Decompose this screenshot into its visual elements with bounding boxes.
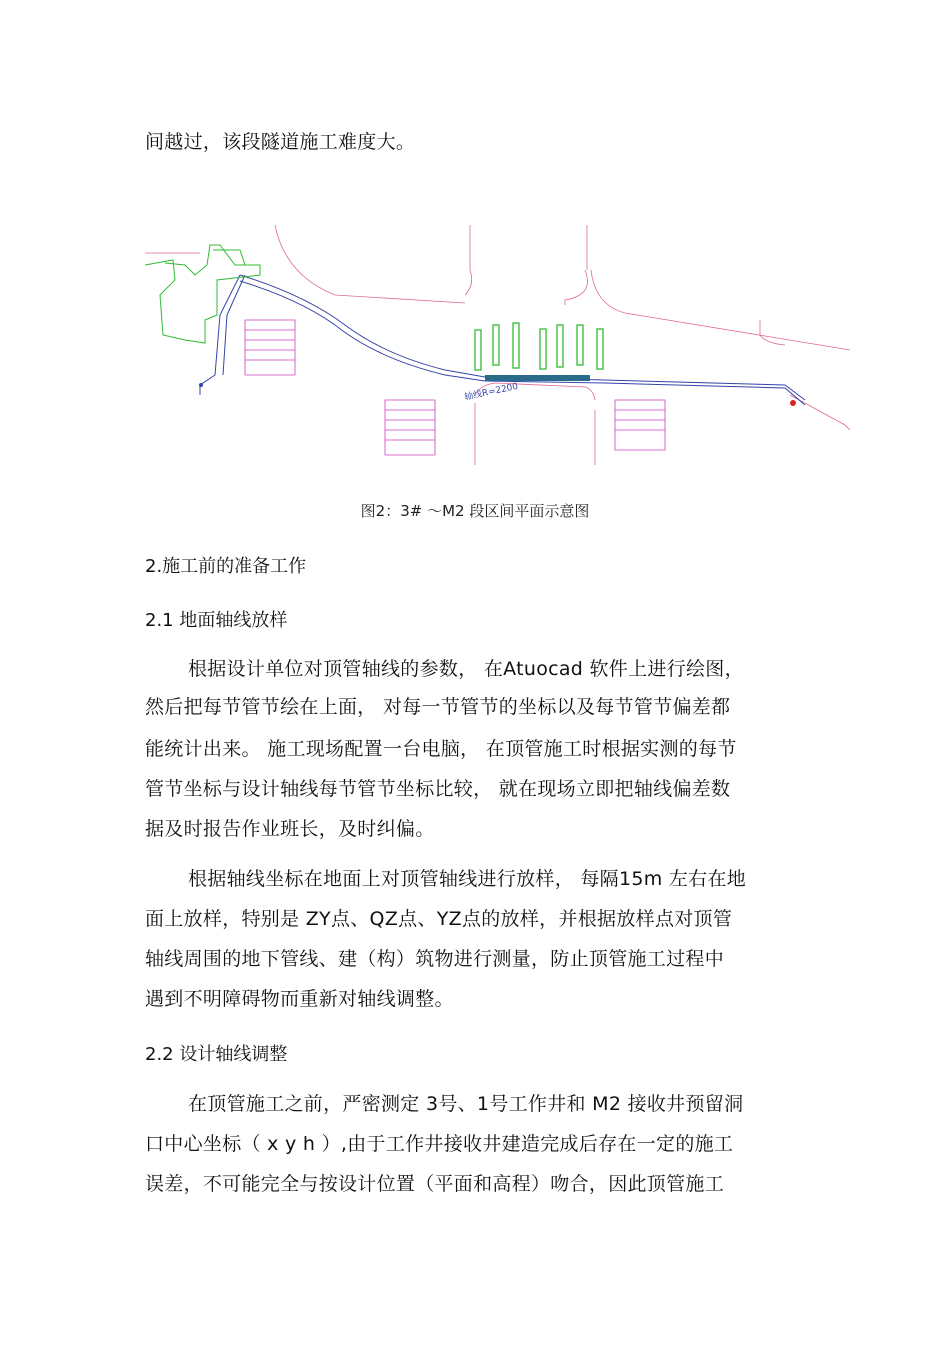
paragraph-line: 在顶管施工之前，严密测定 3号、1号工作井和 M2 接收井预留洞 (188, 1093, 744, 1115)
buildings (475, 323, 603, 370)
paragraph-line: 口中心坐标（ x y h ）,由于工作井接收井建造完成后存在一定的施工 (145, 1133, 734, 1155)
paragraph-line: 根据设计单位对顶管轴线的参数， 在Atuocad 软件上进行绘图， (188, 658, 744, 680)
paragraph-line: 能统计出来。 施工现场配置一台电脑， 在顶管施工时根据实测的每节 (145, 738, 737, 760)
section-heading: 2.施工前的准备工作 (145, 556, 307, 577)
receive-well-marker (790, 400, 796, 406)
annotation-tables (245, 320, 665, 455)
paragraph-line: 轴线周围的地下管线、建（构）筑物进行测量，防止顶管施工过程中 (145, 948, 725, 970)
paragraph-line: 管节坐标与设计轴线每节管节坐标比较， 就在现场立即把轴线偏差数 (145, 778, 731, 800)
work-site (145, 245, 260, 343)
paragraph-line: 然后把每节管节绘在上面， 对每一节管节的坐标以及每节管节偏差都 (145, 696, 731, 718)
figure-caption: 图2：3# ～M2 段区间平面示意图 (360, 502, 590, 520)
subsection-heading: 2.1 地面轴线放样 (145, 610, 288, 631)
paragraph-line: 遇到不明障碍物而重新对轴线调整。 (145, 988, 454, 1010)
paragraph-line: 误差，不可能完全与按设计位置（平面和高程）吻合，因此顶管施工 (145, 1173, 725, 1195)
road-lines (145, 225, 850, 465)
pipe-segment (485, 375, 590, 381)
paragraph-line: 间越过，该段隧道施工难度大。 (145, 131, 416, 153)
axis-label: 轴线R=2200 (463, 381, 520, 403)
subsection-heading: 2.2 设计轴线调整 (145, 1044, 288, 1065)
paragraph-line: 根据轴线坐标在地面上对顶管轴线进行放样， 每隔15m 左右在地 (188, 868, 747, 890)
plan-diagram (145, 225, 850, 465)
paragraph-line: 据及时报告作业班长，及时纠偏。 (145, 818, 435, 840)
paragraph-line: 面上放样，特别是 ZY点、QZ点、YZ点的放样，并根据放样点对顶管 (145, 908, 733, 930)
work-well-marker (199, 383, 203, 387)
